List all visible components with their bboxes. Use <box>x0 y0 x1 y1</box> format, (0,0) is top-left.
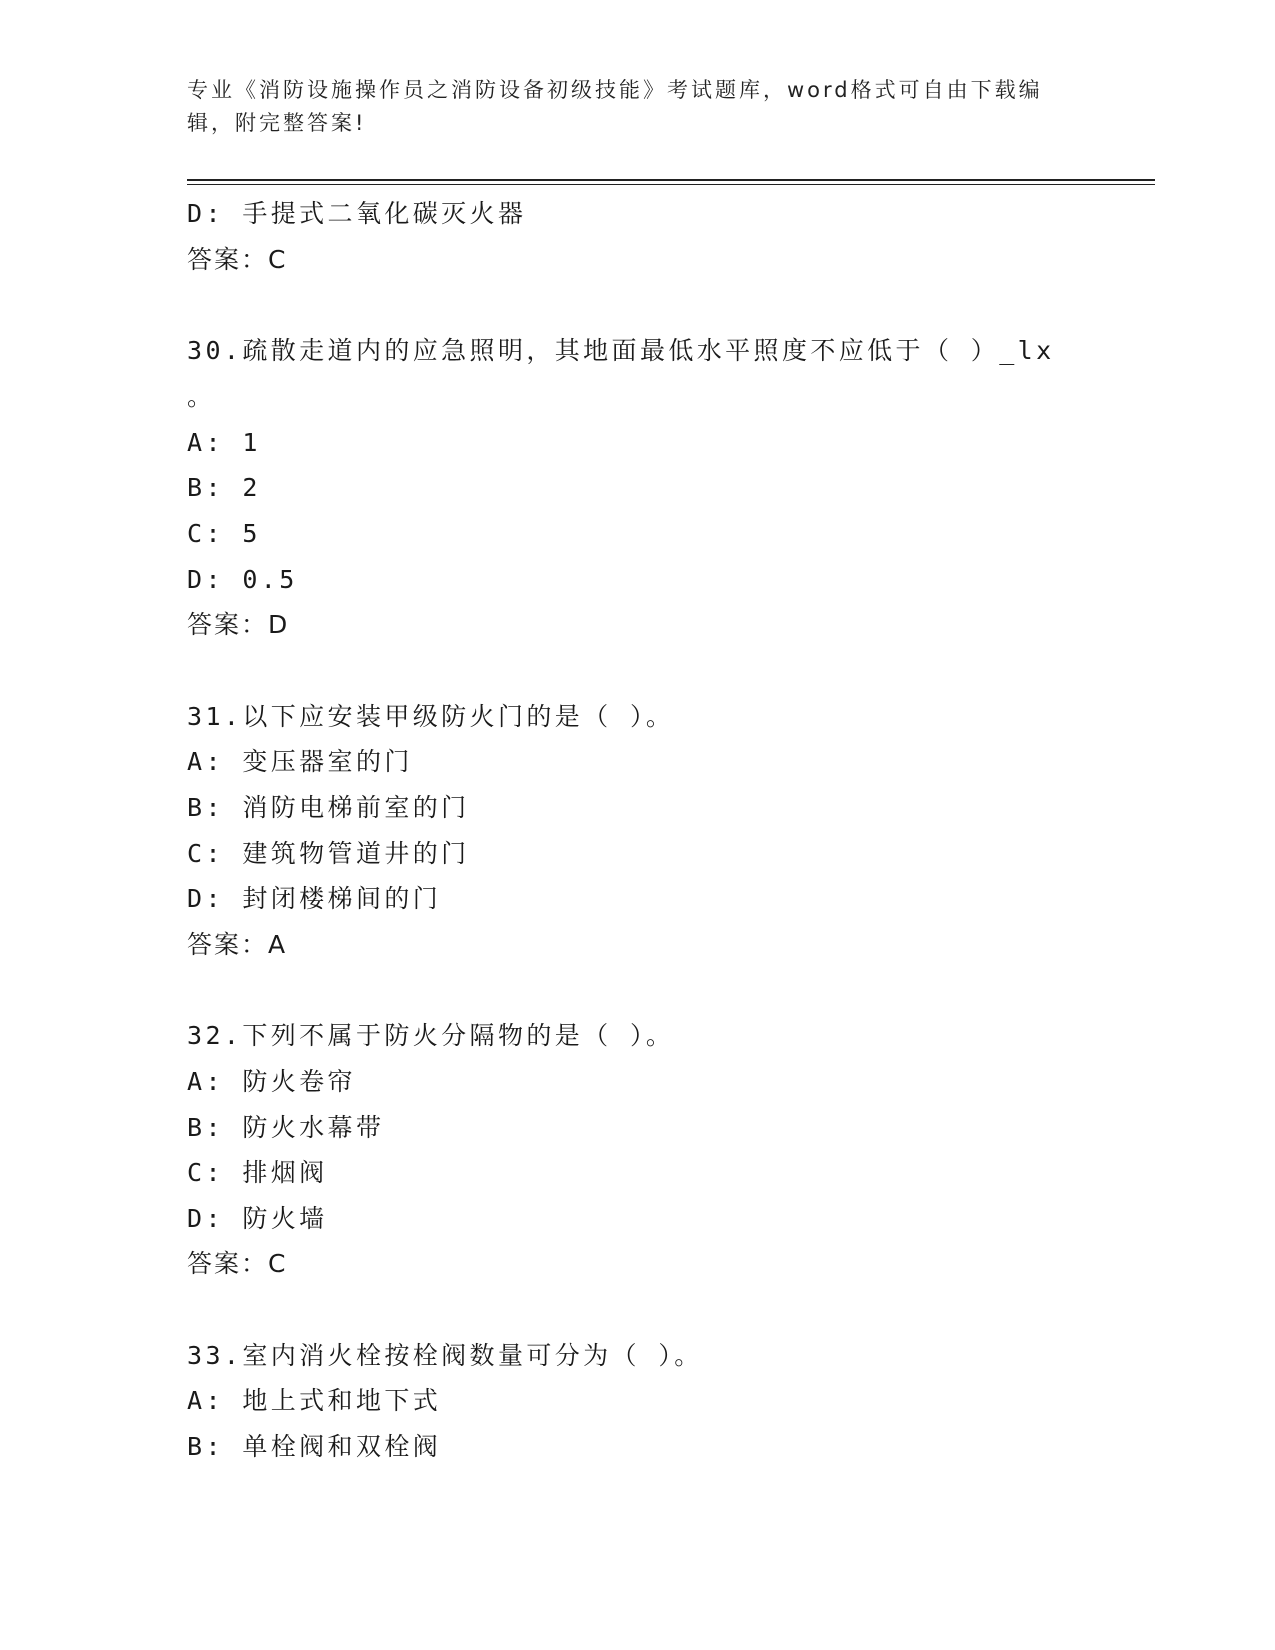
question-stem: 32.下列不属于防火分隔物的是（ ）。 <box>187 1021 675 1051</box>
question-list <box>187 191 1155 1470</box>
option-d: D: 0.5 <box>187 564 298 594</box>
option-a: A: 1 <box>187 427 261 457</box>
question-30 <box>187 328 1155 648</box>
option-d: D: 封闭楼梯间的门 <box>187 884 442 914</box>
page-header <box>187 74 1067 140</box>
question-stem-cont: 。 <box>187 381 216 411</box>
option-c: C: 5 <box>187 518 261 548</box>
question-stem: 33.室内消火栓按栓阀数量可分为（ ）。 <box>187 1340 703 1370</box>
question-31 <box>187 694 1155 968</box>
question-stem: 31.以下应安装甲级防火门的是（ ）。 <box>187 701 675 731</box>
header-rule-thick <box>187 179 1155 181</box>
option-b: B: 消防电梯前室的门 <box>187 792 470 822</box>
option-c: C: 建筑物管道井的门 <box>187 838 470 868</box>
option-a: A: 变压器室的门 <box>187 747 413 777</box>
header-line-1: 专业《消防设施操作员之消防设备初级技能》考试题库，word格式可自由下载编 <box>187 78 1043 102</box>
option-a: A: 地上式和地下式 <box>187 1386 442 1416</box>
answer-line: 答案：C <box>187 1249 288 1279</box>
option-c: C: 排烟阀 <box>187 1158 328 1188</box>
option-b: B: 防火水幕带 <box>187 1112 385 1142</box>
answer-line: 答案：C <box>187 244 288 274</box>
answer-line: 答案：D <box>187 610 290 640</box>
option-b: B: 单栓阀和双栓阀 <box>187 1432 442 1462</box>
option-d: D: 防火墙 <box>187 1203 328 1233</box>
option-d: D: 手提式二氧化碳灭火器 <box>187 199 527 228</box>
question-stem: 30.疏散走道内的应急照明，其地面最低水平照度不应低于（ ）_lx <box>187 336 1055 366</box>
option-a: A: 防火卷帘 <box>187 1066 356 1096</box>
header-rule-thin <box>187 184 1155 185</box>
option-b: B: 2 <box>187 473 261 503</box>
answer-line: 答案：A <box>187 929 288 959</box>
question-33 <box>187 1333 1155 1470</box>
header-line-2: 辑，附完整答案! <box>187 111 367 135</box>
question-32 <box>187 1013 1155 1287</box>
